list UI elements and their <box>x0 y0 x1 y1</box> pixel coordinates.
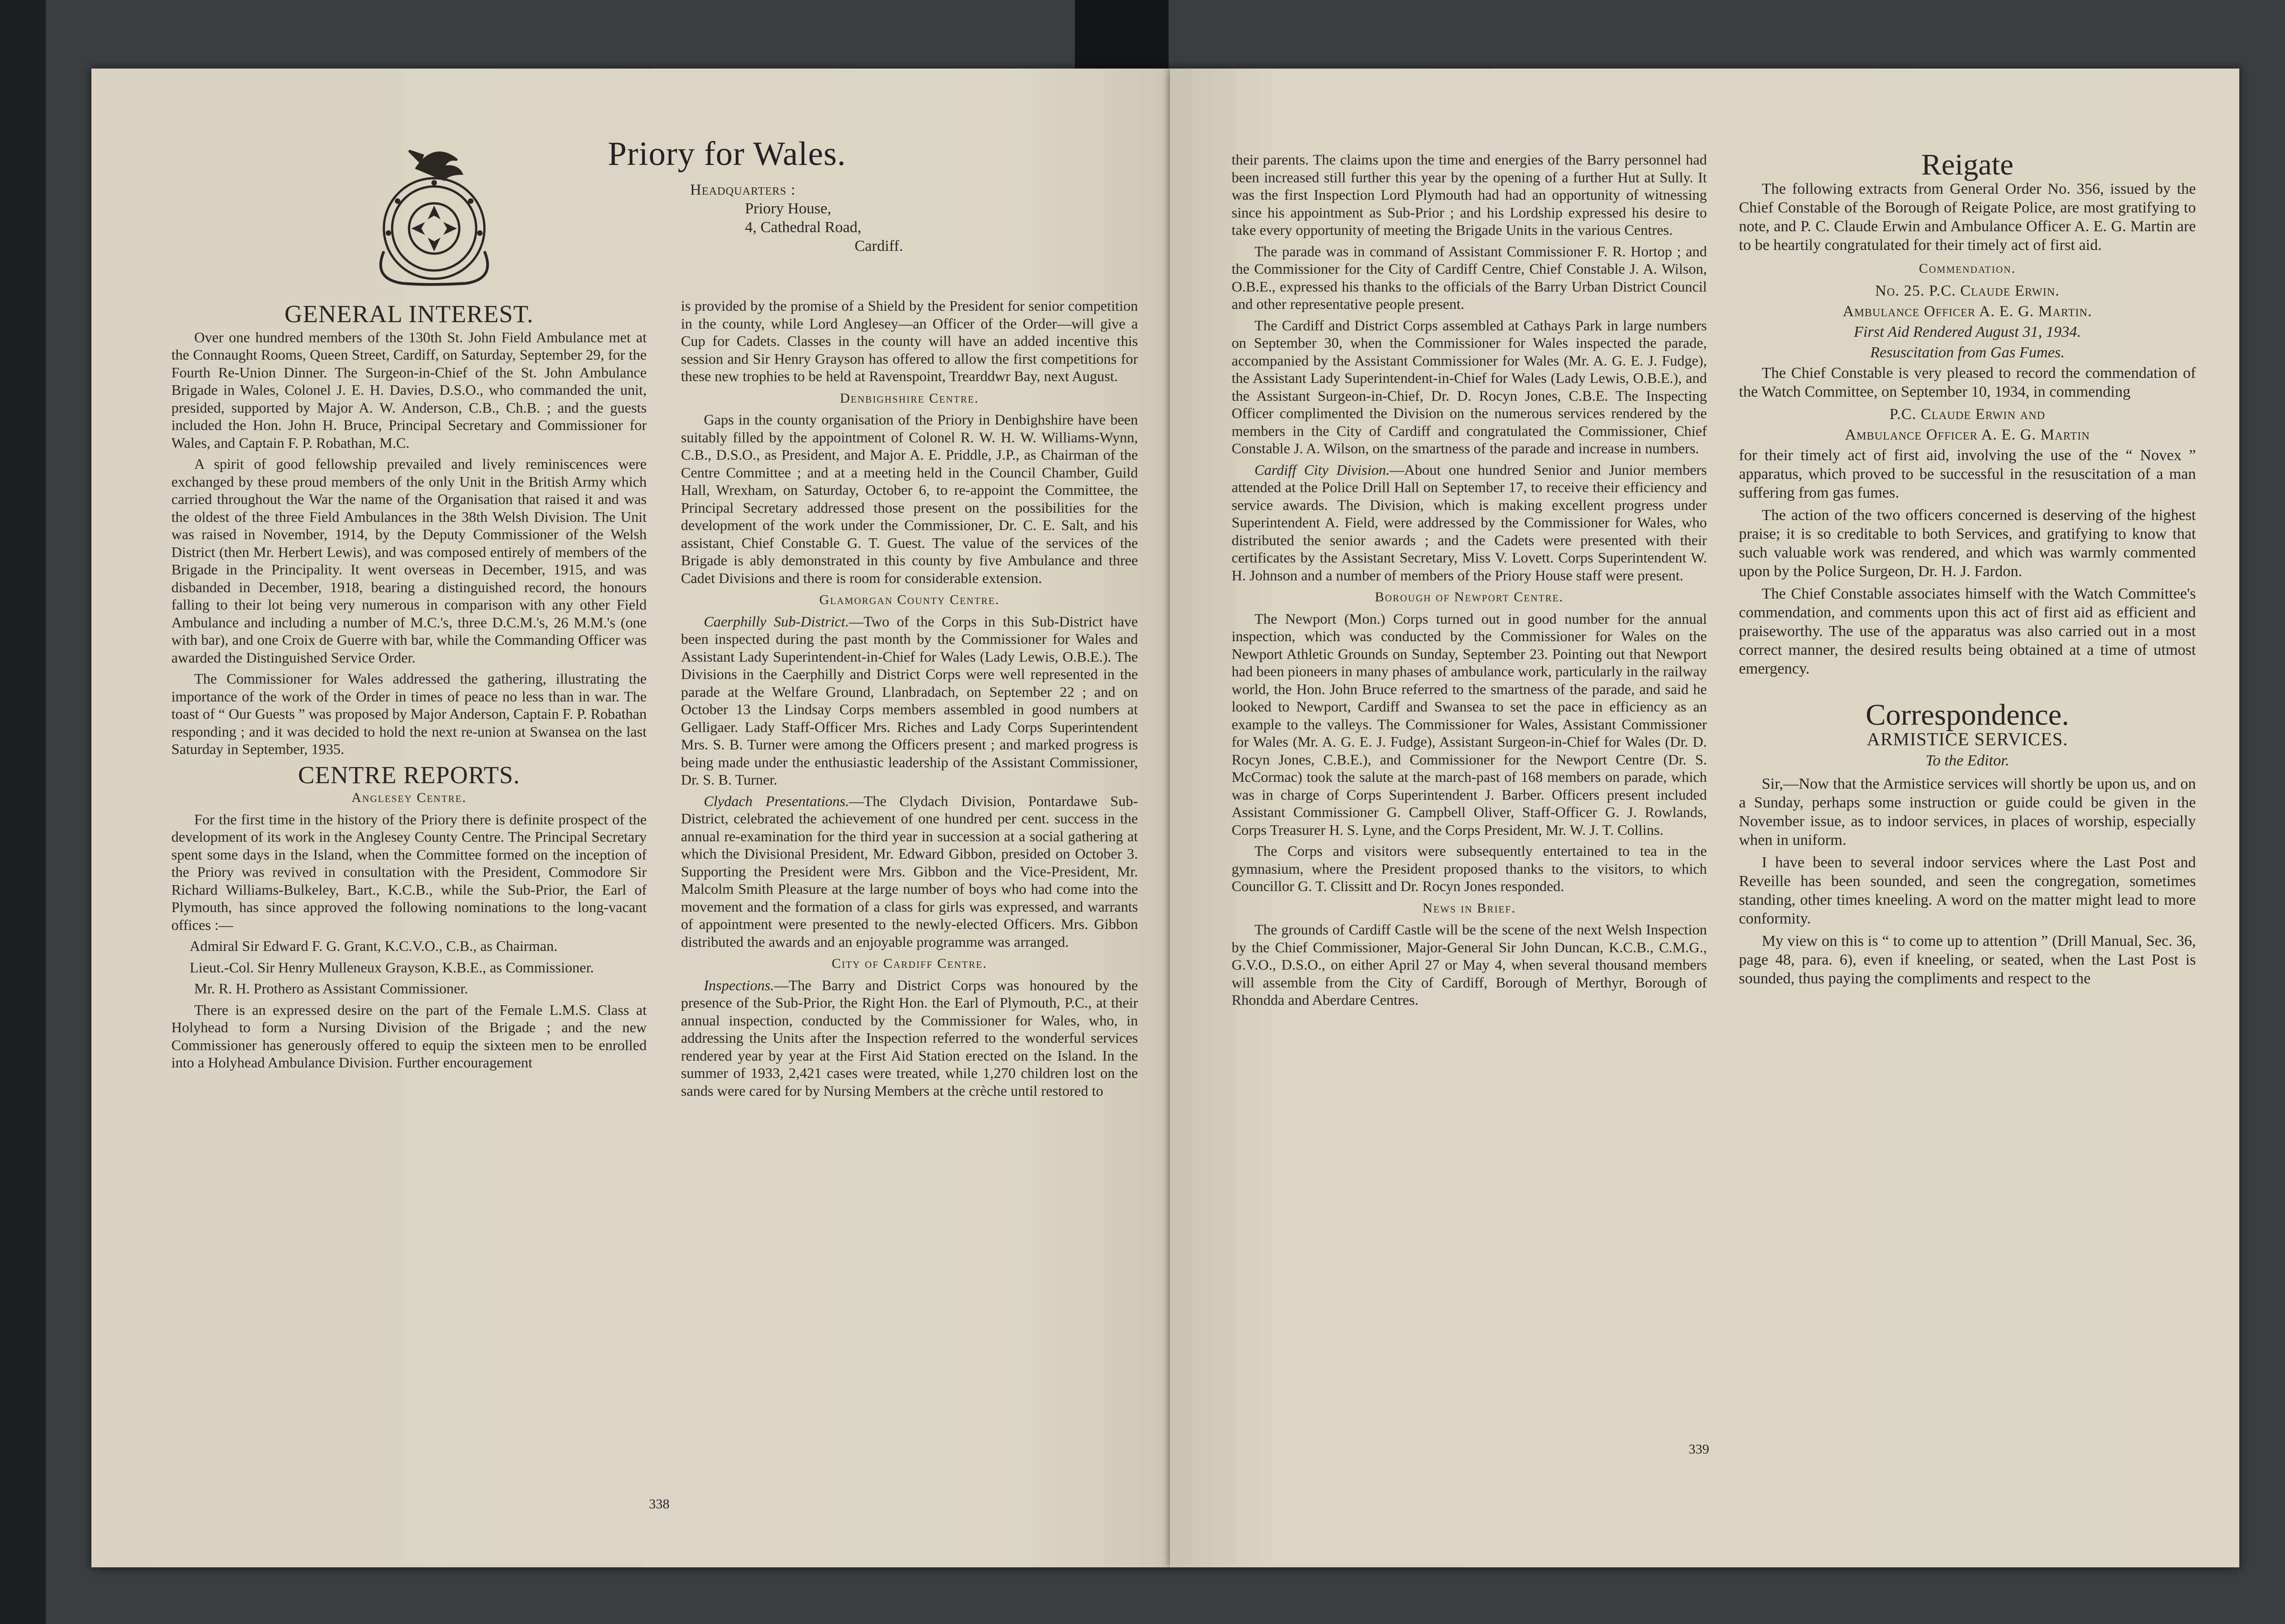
nomination-item: Lieut.-Col. Sir Henry Mulleneux Grayson, K.B.E., as Commissioner. <box>190 959 594 976</box>
run-in-heading: Clydach Presentations. <box>704 792 849 809</box>
commendation-line: First Aid Rendered August 31, 1934. <box>1854 324 2081 340</box>
paragraph <box>681 977 1138 1100</box>
paragraph: The grounds of Cardiff Castle will be the scene of the next Welsh Inspection by the Chief Commissioner, Major-General Sir John Duncan, K.C.B., C.M.G., G.V.O., D.S.O., on either April 27 or May 4, when several thousand members will assemble from the City of Cardiff, Borough of Merthyr, Borough of Rhondda and Aberdare Centres. <box>1232 921 1707 1008</box>
anglesey-centre-heading: Anglesey Centre. <box>351 790 467 805</box>
to-the-editor: To the Editor. <box>1925 752 2009 769</box>
paragraph-text: —The Barry and District Corps was honoured by the presence of the Sub-Prior, the Right Hon. the Earl of Plymouth, P.C., at their annual inspection, conducted by the Commissioner for Wales, who, in addressing the Units after the Inspection referred to the wonderful services rendered year by year at the First Aid Station erected on the Island. In the summer of 1933, 2,421 cases were treated, while 1,270 children lost on the sands were cared for by Nursing Members at the crèche until restored to <box>681 977 1138 1099</box>
paragraph: Sir,—Now that the Armistice services will shortly be upon us, and on a Sunday, perhaps some instruction or guide could be given in the November issue, as to indoor services, in places of worship, especially when in uniform. <box>1739 775 2196 849</box>
headquarters-address <box>690 180 1010 255</box>
paragraph-text: —Two of the Corps in this Sub-District have been inspected during the past month by the Commissioner for Wales and Assistant Lady Superintendent-in-Chief for Wales (Lady Lewis, O.B.E.). The Divisions in the Caerphilly and District Corps were well represented in the parade at the Welfare Ground, Llanbradach, on September 22 ; and on October 13 the Lindsay Corps members assembled in good numbers at Gelligaer. Lady Staff-Officer Mrs. Riches and Lady Corps Superintendent Mrs. S. B. Turner were among the Officers present ; and marked progress is being made under the enthusiastic leadership of the Assistant Commissioner, Dr. S. B. Turner. <box>681 613 1138 788</box>
paragraph <box>681 613 1138 789</box>
nomination-item: Admiral Sir Edward F. G. Grant, K.C.V.O., C.B., as Chairman. <box>190 938 558 954</box>
page-number: 338 <box>649 1497 670 1512</box>
paragraph: is provided by the promise of a Shield by the President for senior competition in the county, while Lord Anglesey—an Officer of the Order—will give a Cup for Cadets. Classes in the county will have an added incentive this session and Sir Henry Grayson has offered to allow the first competitions for these new trophies to be held at Ravenspoint, Trearddwr Bay, next August. <box>681 297 1138 384</box>
paragraph: There is an expressed desire on the part of the Female L.M.S. Class at Holyhead to form a Nursing Division of the Brigade ; and the new Commissioner has generously offered to equip the sixteen men to be enrolled into a Holyhead Ambulance Division. Further encouragement <box>171 1001 647 1071</box>
paragraph: My view on this is “ to come up to attention ” (Drill Manual, Sec. 36, page 48, para. 6), even if kneeling, or seated, when the Last Post is sounded, thus paying the compliments and respect to the <box>1739 933 2196 987</box>
headquarters-label: Headquarters : <box>690 181 796 198</box>
general-interest-heading: GENERAL INTEREST. <box>284 300 534 328</box>
right-column-2 <box>1739 148 2196 992</box>
address-line-2: 4, Cathedral Road, <box>745 219 861 236</box>
paragraph: The Newport (Mon.) Corps turned out in good number for the annual inspection, which was conducted by the Commissioner for Wales on the Newport Athletic Grounds on Sunday, September 23. Pointing out that Newport had been pioneers in many phases of ambulance work, particularly in the railway world, the Hon. John Bruce referred to the smartness of the parade, and said he looked to Newport, Cardiff and Swansea to set the pace in efficiency as an example to the valleys. The Commissioner for Wales, Assistant Commissioner for Wales (Mr. A. G. E. J. Fudge), Assistant Surgeon-in-Chief for Wales (Dr. D. Rocyn Jones, C.B.E.), and Commissioner for the Newport Centre (Dr. S. McCormac) took the salute at the march-past of 168 members on parade, which was in charge of Corps Superintendent J. Barber. Officers present included Assistant Commissioner G. Campbell Oliver, Staff-Officer G. J. Rowlands, Corps Treasurer H. S. Lyne, and the Corps President, Mr. W. J. T. Collins. <box>1232 610 1707 838</box>
address-line-3: Cardiff. <box>855 238 903 255</box>
run-in-heading: Caerphilly Sub-District. <box>704 613 849 630</box>
commendation-heading: Commendation. <box>1918 261 2016 276</box>
left-column-1 <box>171 297 647 1075</box>
paragraph: The Chief Constable associates himself with the Watch Committee's commendation, and comments upon this act of first aid as efficient and praiseworthy. The use of the apparatus was also carried out in a most correct manner, the desired results being obtained at a time of utmost emergency. <box>1739 585 2196 677</box>
paragraph: I have been to several indoor services where the Last Post and Reveille has been sounded, and seen the congregation, sometimes standing, other times kneeling. A word on the matter might lead to more conformity. <box>1739 854 2196 927</box>
left-page <box>91 69 1170 1567</box>
armistice-services-heading: ARMISTICE SERVICES. <box>1866 729 2068 749</box>
reigate-heading: Reigate <box>1921 148 2014 181</box>
run-in-heading: Inspections. <box>704 977 774 993</box>
city-of-cardiff-centre-heading: City of Cardiff Centre. <box>831 956 988 971</box>
glamorgan-centre-heading: Glamorgan County Centre. <box>819 592 1000 607</box>
left-column-2 <box>681 297 1138 1103</box>
commendation-line: Ambulance Officer A. E. G. Martin. <box>1843 303 2092 320</box>
right-page <box>1170 69 2239 1567</box>
paragraph: The Commissioner for Wales addressed the gathering, illustrating the importance of the work of the Order in times of peace no less than in war. The toast of “ Our Guests ” was proposed by Major Anderson, Captain F. P. Robathan responding ; and it was decided to hold the next re-union at Swansea on the last Saturday in September, 1935. <box>171 670 647 757</box>
correspondence-heading: Correspondence. <box>1865 698 2069 732</box>
commendation-line: Resuscitation from Gas Fumes. <box>1870 344 2065 361</box>
paragraph: Over one hundred members of the 130th St. John Field Ambulance met at the Connaught Rooms, Queen Street, Cardiff, on Saturday, September 29, for the Fourth Re-Union Dinner. The Surgeon-in-Chief of the St. John Ambulance Brigade in Wales, Colonel J. E. H. Davies, D.S.O., who commanded the unit, presided, supported by Major A. W. Anderson, C.B., Ch.B. ; and the guests included the Hon. John H. Bruce, Principal Secretary and Commissioner for Wales, and Captain F. P. Robathan, M.C. <box>171 329 647 451</box>
paragraph: The Cardiff and District Corps assembled at Cathays Park in large numbers on September 30, when the Commissioner for Wales inspected the parade, accompanied by the Assistant Commissioner for Wales (Mr. A. G. E. J. Fudge), the Assistant Lady Superintendent-in-Chief for Wales (Lady Lewis, O.B.E.), and the Assistant Surgeon-in-Chief, Dr. D. Rocyn Jones, C.B.E. The Inspecting Officer complimented the Division on the numerous services rendered by the members in the City of Cardiff and congratulated the Commissioner, Chief Constable J. A. Wilson, on the smartness of the parade and increase in numbers. <box>1232 317 1707 456</box>
denbighshire-centre-heading: Denbighshire Centre. <box>840 390 979 406</box>
paragraph: Gaps in the county organisation of the Priory in Denbighshire have been suitably filled by the appointment of Colonel R. W. H. W. Williams-Wynn, C.B., D.S.O., as President, and Major A. E. Priddle, J.P., as Chairman of the Centre Committee ; and at a meeting held in the Council Chamber, Guild Hall, Wrexham, on Saturday, October 6, to re-appoint the Committee, the Principal Secretary addressed those present on the possibilities for the development of the work under the Commissioner, Dr. C. E. Salt, and his assistant, Chief Constable G. T. Guest. The value of the services of the Brigade is ably demonstrated in this county by five Ambulance and three Cadet Divisions and there is room for considerable extension. <box>681 411 1138 586</box>
scan-border-left <box>0 0 46 1624</box>
commendation-line: No. 25. P.C. Claude Erwin. <box>1875 282 2060 299</box>
centre-reports-heading: CENTRE REPORTS. <box>298 761 520 789</box>
paragraph: The Chief Constable is very pleased to record the commendation of the Watch Committee, on September 10, 1934, in commending <box>1739 365 2196 400</box>
paragraph <box>681 792 1138 951</box>
paragraph: A spirit of good fellowship prevailed and lively reminiscences were exchanged by these proud members of the only Unit in the British Army which carried throughout the War the name of the Organisation that raised it and was the oldest of the three Field Ambulances in the 38th Welsh Division. The Unit was raised in November, 1914, by the Deputy Commissioner of the Welsh District (then Mr. Herbert Lewis), and was composed entirely of members of the Brigade in the Principality. It went overseas in December, 1915, and was disbanded in December, 1918, bearing a distinguished record, the honours falling to their lot being very numerous in comparison with any other Field Ambulance and including a number of M.C.'s, three D.C.M.'s, 26 M.M.'s (one with bar), and one Croix de Guerre with bar, while the Commanding Officer was awarded the Distinguished Service Order. <box>171 456 647 666</box>
paragraph: The parade was in command of Assistant Commissioner F. R. Hortop ; and the Commissioner for the City of Cardiff Centre, Chief Constable J. A. Wilson, O.B.E., expressed his thanks to the officials of the Barry Urban District Council and other representative people present. <box>1232 243 1707 312</box>
book-gutter <box>1075 0 1169 73</box>
paragraph: For the first time in the history of the Priory there is definite prospect of the development of its work in the Anglesey County Centre. The Principal Secretary spent some days in the Island, when the Committee formed on the inception of the Priory was revived in consultation with the President, Commodore Sir Richard Williams-Bulkeley, Bart., K.C.B., while the Sub-Prior, the Earl of Plymouth, has since approved the following nominations to the long-vacant offices :— <box>171 811 647 933</box>
address-line-1: Priory House, <box>745 200 831 217</box>
paragraph: their parents. The claims upon the time and energies of the Barry personnel had been increased still further this year by the opening of a further Hut at Sully. It was the first Inspection Lord Plymouth had had an opportunity of witnessing since his appointment as Sub-Prior ; and his Lordship expressed his desire to take every opportunity of meeting the Brigade Units in the various Centres. <box>1232 151 1707 238</box>
news-in-brief-heading: News in Brief. <box>1422 900 1516 916</box>
page-number: 339 <box>1689 1442 1709 1457</box>
run-in-heading: Cardiff City Division. <box>1254 461 1390 478</box>
paragraph: The Corps and visitors were subsequently entertained to tea in the gymnasium, where the President proposed thanks to the visitors, to which Councillor G. T. Clissitt and Dr. Rocyn Jones responded. <box>1232 843 1707 894</box>
paragraph-text: —About one hundred Senior and Junior members attended at the Police Drill Hall on September 17, to receive their efficiency and service awards. The Division, which is making excellent progress under Superintendent A. Field, were addressed by the Commissioner for Wales, who distributed the senior awards ; and the Cadets were presented with their certificates by the Assistant Secretary, Miss V. Lovett. Corps Superintendent W. H. Johnson and a number of members of the Priory House staff were present. <box>1232 461 1707 584</box>
paragraph: The action of the two officers concerned is deserving of the highest praise; it is so creditable to both Services, and gratifying to know that such valuable work was rendered, and which was warmly commented upon by the Police Surgeon, Dr. H. J. Fardon. <box>1739 507 2196 580</box>
paragraph-text: —The Clydach Division, Pontardawe Sub-District, celebrated the achievement of one hundred per cent. success in the annual re-examination for the third year in succession at a social gathering at which the Divisional President, Mr. Edward Gibbon, presided on October 3. Supporting the President were Mrs. Gibbon and the Vice-President, Mr. Malcolm Smith Pleasure at the large number of boys who had come into the movement and the formation of a class for girls was expressed, and warrants of appointment were presented to the newly-elected Officers. Mrs. Gibbon distributed the awards and an enjoyable programme was arranged. <box>681 792 1138 950</box>
right-column-1 <box>1232 151 1707 1013</box>
nomination-item: Mr. R. H. Prothero as Assistant Commissioner. <box>194 980 468 997</box>
newport-centre-heading: Borough of Newport Centre. <box>1375 589 1564 605</box>
order-of-st-john-emblem-icon <box>366 137 503 292</box>
paragraph: The following extracts from General Order No. 356, issued by the Chief Constable of the Borough of Reigate Police, are most gratifying to note, and P. C. Claude Erwin and Ambulance Officer A. E. G. Martin are to be heartily congratulated for their timely act of first aid. <box>1739 180 2196 254</box>
paragraph <box>1232 461 1707 584</box>
paragraph: for their timely act of first aid, involving the use of the “ Novex ” apparatus, which proved to be successful in the resuscitation of a man suffering from gas fumes. <box>1739 447 2196 501</box>
commendation-line: Ambulance Officer A. E. G. Martin <box>1844 426 2090 443</box>
page-title: Priory for Wales. <box>608 135 846 173</box>
commendation-line: P.C. Claude Erwin and <box>1889 406 2046 423</box>
